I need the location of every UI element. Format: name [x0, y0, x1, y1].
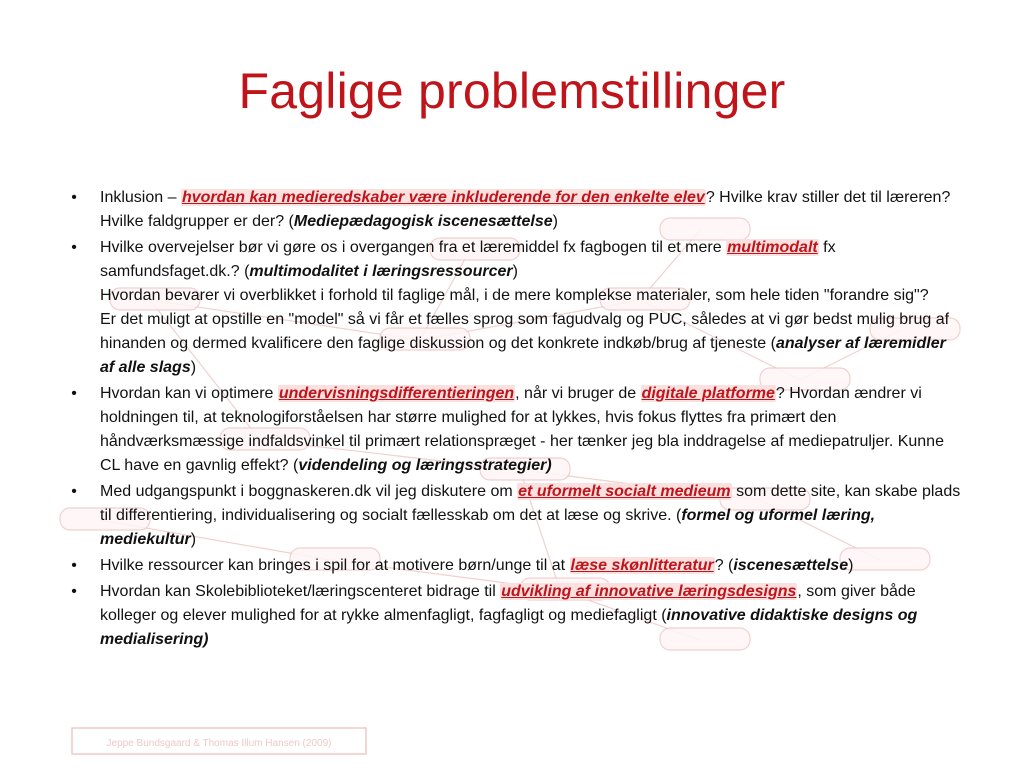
highlight-term: digitale platforme: [641, 385, 775, 402]
bullet-icon: •: [71, 557, 77, 574]
bullet-inklusion: • Inklusion – hvordan kan medieredskaber være inkluderende for den enkelte elev? Hvilke krav stiller det til læreren? Hvilke faldgrupper er der? (Mediepædagogisk iscenesættelse): [64, 186, 964, 234]
bullet-icon: •: [71, 385, 77, 402]
bullet-differentiering: • Hvordan kan vi optimere undervisningsdifferentieringen, når vi bruger de digitale platforme? Hvordan ændrer vi holdningen til, at teknologiforståelsen har større mulighed for at lykkes, hvis fokus flyttes fra primært den håndværksmæssige indfaldsvinkel til primært relationspræget - her tænker jeg bla inddragelse af mediepatruljer. Kunne CL have en gavnlig effekt? (videndeling og læringsstrategier): [64, 382, 964, 478]
theme-term: multimodalitet i læringsressourcer: [249, 263, 513, 280]
bullet-skoenlitteratur: • Hvilke ressourcer kan bringes i spil for at motivere børn/unge til at læse skønlitteratur? (iscenesættelse): [64, 554, 964, 578]
slide-body: [64, 186, 964, 654]
bullet-icon: •: [71, 483, 77, 500]
bullet-laeringsdesign: • Hvordan kan Skolebiblioteket/læringscenteret bidrage til udvikling af innovative læringsdesigns, som giver både kolleger og elever mulighed for at rykke almenfagligt, fagfagligt og mediefagligt (innovative didaktiske designs og medialisering): [64, 580, 964, 652]
highlight-term: hvordan kan medieredskaber være inkluderende for den enkelte elev: [181, 189, 705, 206]
highlight-term: læse skønlitteratur: [570, 557, 714, 574]
bullet-socialt-medie: • Med udgangspunkt i boggnaskeren.dk vil jeg diskutere om et uformelt socialt medieum som dette site, kan skabe plads til differentiering, individualisering og socialt fællesskab om det at læse og skrive. (formel og uformel læring, mediekultur): [64, 480, 964, 552]
theme-term: iscenesættelse: [733, 557, 849, 574]
theme-term: innovative didaktiske designs og medialisering): [100, 607, 918, 648]
theme-term: formel og uformel læring, mediekultur: [100, 507, 876, 548]
bullet-list: [64, 186, 964, 652]
bullet-icon: •: [71, 239, 77, 256]
theme-term: videndeling og læringsstrategier): [298, 457, 552, 474]
footer-credit: Jeppe Bundsgaard & Thomas Illum Hansen (2009): [106, 738, 332, 749]
bullet-icon: •: [71, 583, 77, 600]
slide-title: Faglige problemstillinger: [238, 63, 786, 119]
highlight-term: undervisningsdifferentieringen: [278, 385, 515, 402]
theme-term: analyser af læremidler af alle slags: [100, 335, 946, 376]
theme-term: Mediepædagogisk iscenesættelse: [293, 213, 553, 230]
highlight-term: et uformelt socialt medieum: [518, 483, 731, 500]
bullet-icon: •: [71, 189, 77, 206]
highlight-term: multimodalt: [727, 239, 818, 256]
bullet-multimodalitet: • Hvilke overvejelser bør vi gøre os i overgangen fra et læremiddel fx fagbogen til et mere multimodalt fx samfundsfaget.dk.? (multimodalitet i læringsressourcer) Hvordan bevarer vi overblikket i forhold til faglige mål, i de mere komplekse materialer, som hele tiden "forandre sig"? Er det muligt at opstille en "model" så vi får et fælles sprog som fagudvalg og PUC, således at vi gør bedst mulig brug af hinanden og dermed kvalificere den faglige diskussion og det konkrete indkøb/brug af tjeneste (analyser af læremidler af alle slags): [64, 236, 964, 380]
highlight-term: udvikling af innovative læringsdesigns: [501, 583, 797, 600]
